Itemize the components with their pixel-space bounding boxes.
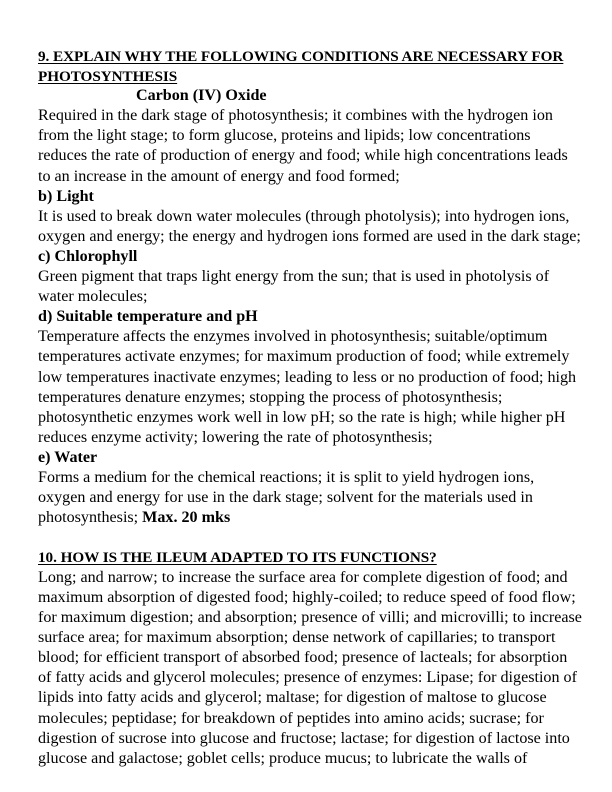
- question-10-heading: [38, 548, 583, 568]
- subheading-water: e) Water: [38, 448, 98, 466]
- paragraph-water: [38, 468, 583, 528]
- paragraph-temperature-ph: Temperature affects the enzymes involved in photosynthesis; suitable/optimum temperatures activate enzymes; for maximum production of food; while extremely low temperatures inactivate enzymes; leading to less or no production of food; high temperatures denature enzymes; stopping the process of photosynthesis; photosynthetic enzymes work well in low pH; so the rate is high; while higher pH reduces enzyme activity; lowering the rate of photosynthesis;: [38, 328, 577, 446]
- max-marks-note: Max. 20 mks: [142, 509, 231, 527]
- question-9-heading-continued: [38, 67, 583, 87]
- section-question-9: [38, 47, 583, 528]
- question-9-heading-line-2: PHOTOSYNTHESIS: [38, 67, 178, 85]
- carbon-iv-oxide-heading: Carbon (IV) Oxide: [136, 87, 267, 105]
- paragraph-light: It is used to break down water molecules (through photolysis); into hydrogen ions, oxygen and energy; the energy and hydrogen ions formed are used in the dark stage;: [38, 207, 581, 245]
- carbon-iv-oxide-paragraph: Required in the dark stage of photosynthesis; it combines with the hydrogen ion from the light stage; to form glucose, proteins and lipids; low concentrations reduces the rate of production of energy and food; while high concentrations leads to an increase in the amount of energy and food formed;: [38, 107, 568, 185]
- subheading-light: b) Light: [38, 187, 94, 205]
- paragraph-chlorophyll: Green pigment that traps light energy from the sun; that is used in photolysis of water molecules;: [38, 268, 550, 306]
- section-question-10: [38, 548, 583, 769]
- document-body: [38, 47, 583, 769]
- question-10-heading-line-1: 10. HOW IS THE ILEUM ADAPTED TO ITS FUNCTIONS?: [38, 549, 437, 567]
- paragraph-water-text: Forms a medium for the chemical reactions; it is split to yield hydrogen ions, oxygen and energy for use in the dark stage; solvent for the materials used in photosynthesis;: [38, 468, 535, 527]
- question-9-heading: [38, 47, 583, 67]
- section-spacer: [38, 528, 583, 548]
- subheading-temperature-ph: d) Suitable temperature and pH: [38, 308, 258, 326]
- subheading-chlorophyll: c) Chlorophyll: [38, 247, 138, 265]
- paragraph-ileum: Long; and narrow; to increase the surface area for complete digestion of food; and maximum absorption of digested food; highly-coiled; to reduce speed of food flow; for maximum digestion; and absorption; presence of villi; and microvilli; to increase surface area; for maximum absorption; dense network of capillaries; to transport blood; for efficient transport of absorbed food; presence of lacteals; for absorption of fatty acids and glycerol molecules; presence of enzymes: Lipase; for digestion of lipids into fatty acids and glycerol; maltase; for digestion of maltose to glucose molecules; peptidase; for breakdown of peptides into amino acids; sucrase; for digestion of sucrose into glucose and fructose; lactase; for digestion of lactose into glucose and galactose; goblet cells; produce mucus; to lubricate the walls of: [38, 568, 582, 767]
- question-9-heading-line-1: 9. EXPLAIN WHY THE FOLLOWING CONDITIONS ARE NECESSARY FOR: [38, 48, 564, 65]
